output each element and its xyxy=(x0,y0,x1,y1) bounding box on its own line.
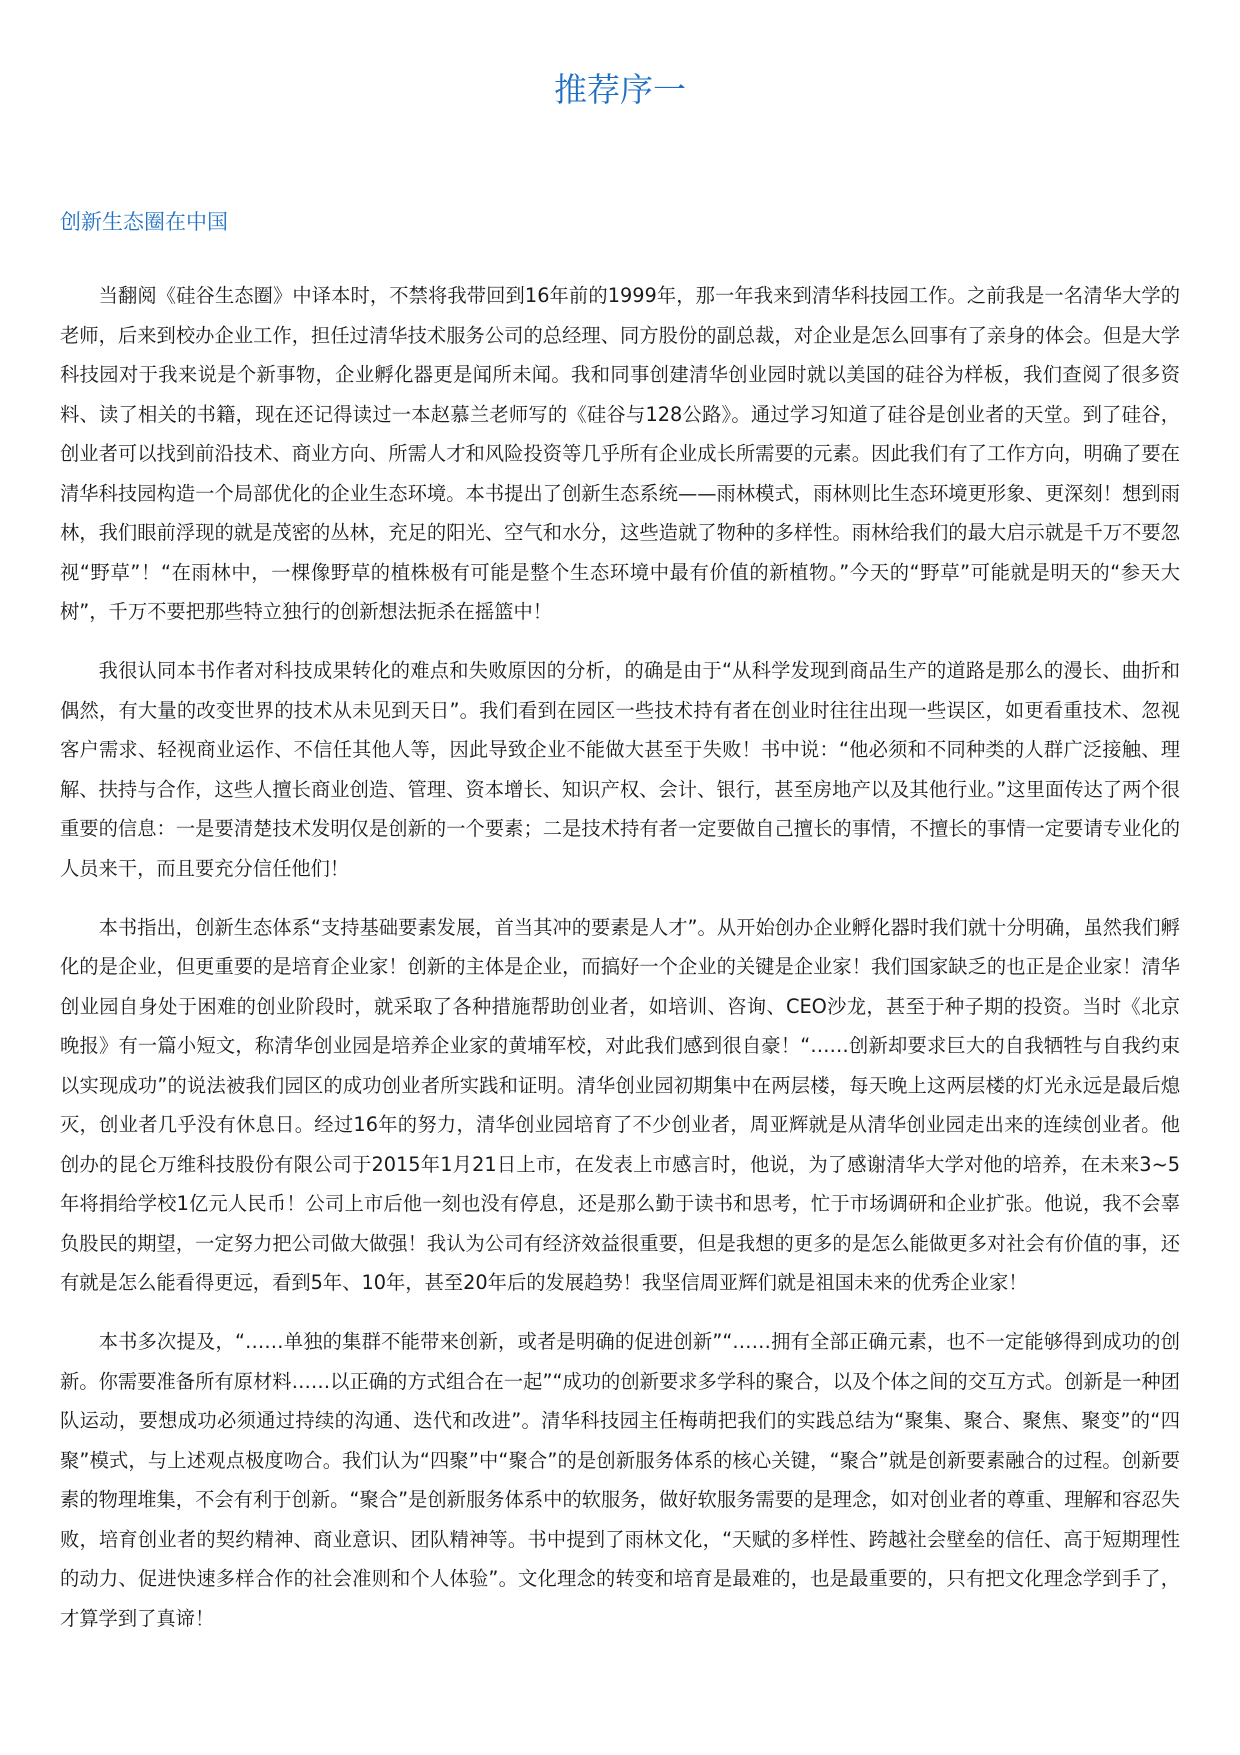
body-text xyxy=(60,276,1180,1658)
page-title: 推荐序一 xyxy=(554,70,686,109)
paragraph-2: 我很认同本书作者对科技成果转化的难点和失败原因的分析，的确是由于“从科学发现到商品生产的道路是那么的漫长、曲折和偶然，有大量的改变世界的技术从未见到天日”。我们看到在园区一些技术持有者在创业时往往出现一些误区，如更看重技术、忽视客户需求、轻视商业运作、不信任其他人等，因此导致企业不能做大甚至于失败！书中说：“他必须和不同种类的人群广泛接触、理解、扶持与合作，这些人擅长商业创造、管理、资本增长、知识产权、会计、银行，甚至房地产以及其他行业。”这里面传达了两个很重要的信息：一是要清楚技术发明仅是创新的一个要素；二是技术持有者一定要做自己擅长的事情，不擅长的事情一定要请专业化的人员来干，而且要充分信任他们！ xyxy=(60,659,1180,880)
paragraph-3: 本书指出，创新生态体系“支持基础要素发展，首当其冲的要素是人才”。从开始创办企业孵化器时我们就十分明确，虽然我们孵化的是企业，但更重要的是培育企业家！创新的主体是企业，而搞好一个企业的关键是企业家！我们国家缺乏的也正是企业家！清华创业园自身处于困难的创业阶段时，就采取了各种措施帮助创业者，如培训、咨询、CEO沙龙，甚至于种子期的投资。当时《北京晚报》有一篇小短文，称清华创业园是培养企业家的黄埔军校，对此我们感到很自豪！“……创新却要求巨大的自我牺牲与自我约束以实现成功”的说法被我们园区的成功创业者所实践和证明。清华创业园初期集中在两层楼，每天晚上这两层楼的灯光永远是最后熄灭，创业者几乎没有休息日。经过16年的努力，清华创业园培育了不少创业者，周亚辉就是从清华创业园走出来的连续创业者。他创办的昆仑万维科技股份有限公司于2015年1月21日上市，在发表上市感言时，他说，为了感谢清华大学对他的培养，在未来3~5年将捐给学校1亿元人民币！公司上市后他一刻也没有停息，还是那么勤于读书和思考，忙于市场调研和企业扩张。他说，我不会辜负股民的期望，一定努力把公司做大做强！我认为公司有经济效益很重要，但是我想的更多的是怎么能做更多对社会有价值的事，还有就是怎么能看得更远，看到5年、10年，甚至20年后的发展趋势！我坚信周亚辉们就是祖国未来的优秀企业家！ xyxy=(60,915,1180,1294)
paragraph-1: 当翻阅《硅谷生态圈》中译本时，不禁将我带回到16年前的1999年，那一年我来到清华科技园工作。之前我是一名清华大学的老师，后来到校办企业工作，担任过清华技术服务公司的总经理、同方股份的副总裁，对企业是怎么回事有了亲身的体会。但是大学科技园对于我来说是个新事物，企业孵化器更是闻所未闻。我和同事创建清华创业园时就以美国的硅谷为样板，我们查阅了很多资料、读了相关的书籍，现在还记得读过一本赵慕兰老师写的《硅谷与128公路》。通过学习知道了硅谷是创业者的天堂。到了硅谷，创业者可以找到前沿技术、商业方向、所需人才和风险投资等几乎所有企业成长所需要的元素。因此我们有了工作方向，明确了要在清华科技园构造一个局部优化的企业生态环境。本书提出了创新生态系统——雨林模式，雨林则比生态环境更形象、更深刻！想到雨林，我们眼前浮现的就是茂密的丛林，充足的阳光、空气和水分，这些造就了物种的多样性。雨林给我们的最大启示就是千万不要忽视“野草”！“在雨林中，一棵像野草的植株极有可能是整个生态环境中最有价值的新植物。”今天的“野草”可能就是明天的“参天大树”，千万不要把那些特立独行的创新想法扼杀在摇篮中！ xyxy=(60,284,1180,623)
paragraph-4: 本书多次提及，“……单独的集群不能带来创新，或者是明确的促进创新”“……拥有全部正确元素，也不一定能够得到成功的创新。你需要准备所有原材料……以正确的方式组合在一起”“成功的创新要求多学科的聚合，以及个体之间的交互方式。创新是一种团队运动，要想成功必须通过持续的沟通、迭代和改进”。清华科技园主任梅萌把我们的实践总结为“聚集、聚合、聚焦、聚变”的“四聚”模式，与上述观点极度吻合。我们认为“四聚”中“聚合”的是创新服务体系的核心关键，“聚合”就是创新要素融合的过程。创新要素的物理堆集，不会有利于创新。“聚合”是创新服务体系中的软服务，做好软服务需要的是理念，如对创业者的尊重、理解和容忍失败，培育创业者的契约精神、商业意识、团队精神等。书中提到了雨林文化，“天赋的多样性、跨越社会壁垒的信任、高于短期理性的动力、促进快速多样合作的社会准则和个人体验”。文化理念的转变和培育是最难的，也是最重要的，只有把文化理念学到手了，才算学到了真谛！ xyxy=(60,1330,1180,1630)
section-heading: 创新生态圈在中国 xyxy=(60,210,228,234)
